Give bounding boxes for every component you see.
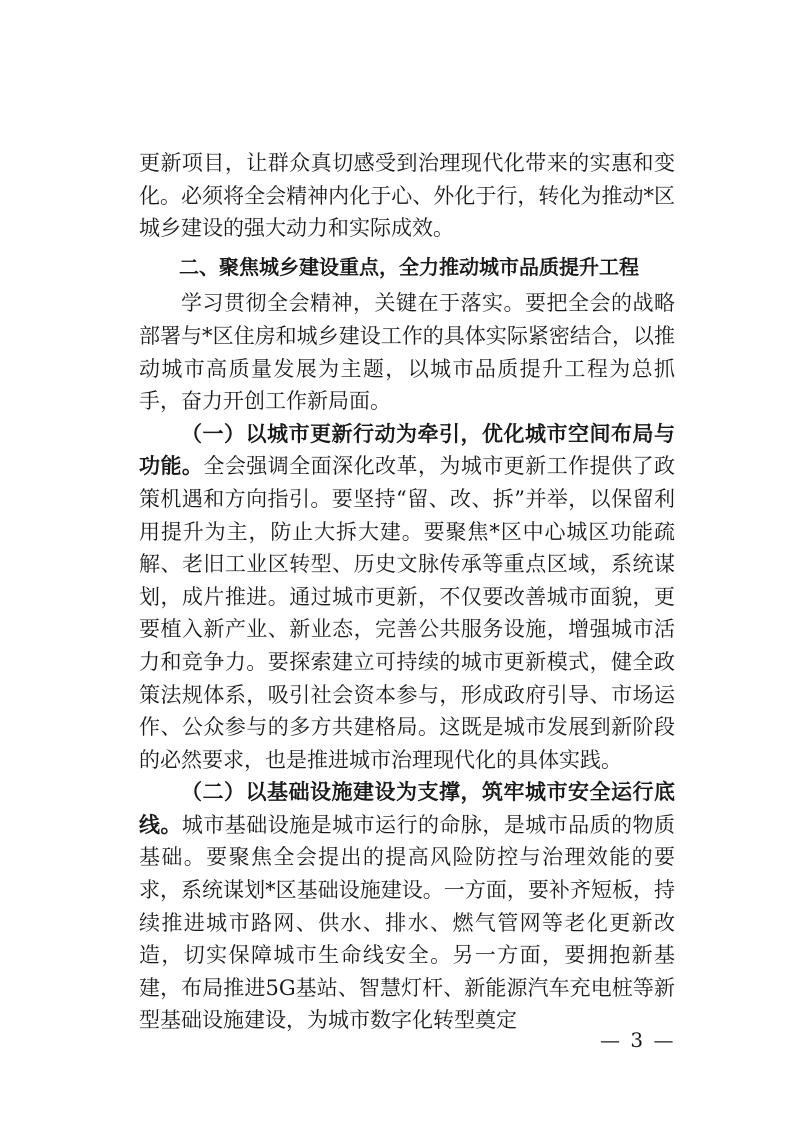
- paragraph-continuation: 更新项目，让群众真切感受到治理现代化带来的实惠和变化。必须将全会精神内化于心、外化于行，转化为推动*区城乡建设的强大动力和实际成效。: [139, 151, 675, 241]
- document-body: [139, 147, 675, 1037]
- paragraph-intro: 学习贯彻全会精神，关键在于落实。要把全会的战略部署与*区住房和城乡建设工作的具体实际紧密结合，以推动城市高质量发展为主题，以城市品质提升工程为总抓手，奋力开创工作新局面。: [139, 291, 675, 414]
- paragraph-subsection-2: [139, 776, 675, 1037]
- page-number: — 3 —: [600, 1028, 676, 1052]
- subsection-1-lead: （一）以城市更新行动为牵引，优化城市空间布局与功能。: [139, 420, 675, 479]
- subsection-2-lead: （二）以基础设施建设为支撑，筑牢城市安全运行底线。: [139, 779, 675, 837]
- subsection-1-body: 全会强调全面深化改革，为城市更新工作提供了政策机遇和方向指引。要坚持“留、改、拆”并举，以保留利用提升为主，防止大拆大建。要聚焦*区中心城区功能疏解、老旧工业区转型、历史文脉传承等重点区域，系统谋划，成片推进。通过城市更新，不仅要改善城市面貌，更要植入新产业、新业态，完善公共服务设施，增强城市活力和竞争力。要探索建立可持续的城市更新模式，健全政策法规体系，吸引社会资本参与，形成政府引导、市场运作、公众参与的多方共建格局。这既是城市发展到新阶段的必然要求，也是推进城市治理现代化的具体实践。: [139, 454, 675, 772]
- paragraph-subsection-1: [139, 418, 675, 777]
- section-heading: 二、聚焦城乡建设重点，全力推动城市品质提升工程: [179, 254, 639, 279]
- subsection-2-body: 城市基础设施是城市运行的命脉，是城市品质的物质基础。要聚焦全会提出的提高风险防控与治理效能的要求，系统谋划*区基础设施建设。一方面，要补齐短板，持续推进城市路网、供水、排水、燃气管网等老化更新改造，切实保障城市生命线安全。另一方面，要拥抱新基建，布局推进5G基站、智慧灯杆、新能源汽车充电桩等新型基础设施建设，为城市数字化转型奠定: [139, 812, 676, 1033]
